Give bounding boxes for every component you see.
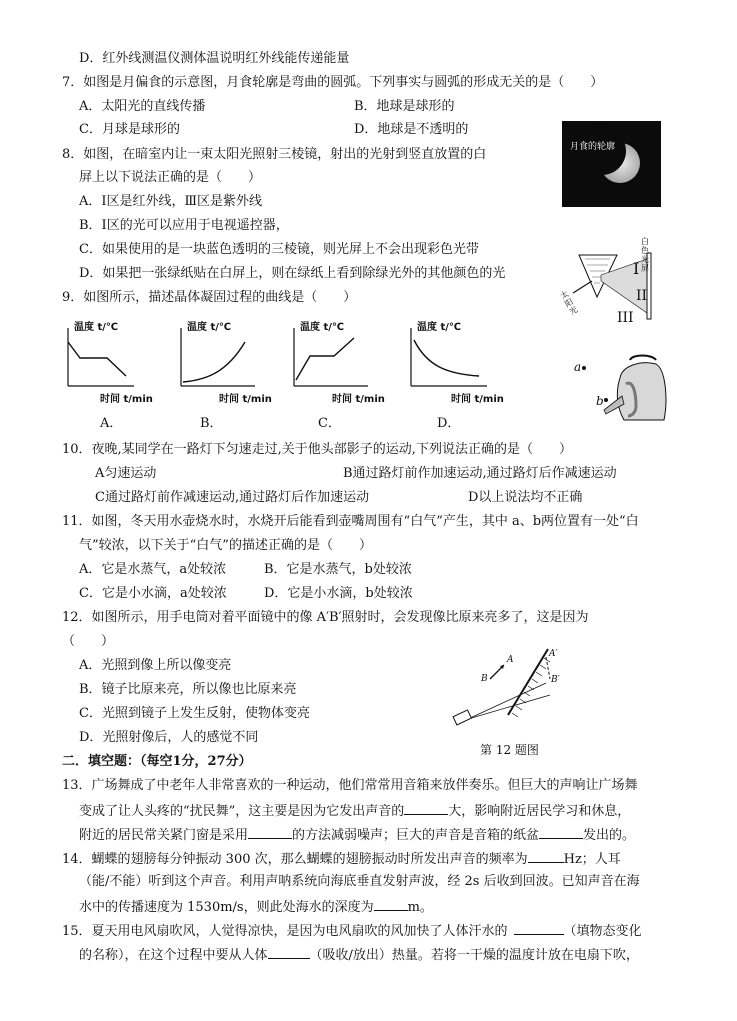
q15-line1-text: 15．夏天用电风扇吹风，人觉得凉快，是因为电风扇吹的风加快了人体汗水的 — [62, 924, 508, 939]
q15-line2-tail: （吸收/放出）热量。若将一干燥的温度计放在电扇下吹， — [309, 948, 639, 963]
graph-b-x-label: 时间 t/min — [219, 394, 272, 405]
graph-c-curve — [296, 338, 354, 380]
q12-stem-line1: 12．如图所示，用手电筒对着平面镜中的像 A′B′照射时，会发现像比原来亮多了，这是因为 — [62, 610, 589, 625]
lunar-eclipse-figure — [562, 121, 661, 207]
mirror-diagram — [450, 643, 580, 738]
region-i-label: I — [633, 259, 640, 278]
point-a-label: a — [574, 360, 582, 374]
q8-option-d: D．如果把一张绿纸贴在白屏上，则在绿纸上看到除绿光外的其他颜色的光 — [79, 266, 506, 281]
graph-d — [405, 318, 510, 408]
graph-b-curve — [183, 342, 245, 382]
q11-option-d: D．它是小水滴，b处较浓 — [264, 586, 413, 601]
q13-line2 — [79, 801, 630, 821]
kettle-figure — [570, 350, 670, 425]
q14-line1-tail: Hz；人耳 — [563, 852, 621, 867]
q7-stem: 7．如图是月偏食的示意图，月食轮廓是弯曲的圆弧。下列事实与圆弧的形成无关的是（ ） — [62, 75, 604, 90]
mirror-figure — [450, 643, 580, 738]
q13-blank-2[interactable] — [248, 825, 292, 839]
q15-line2 — [79, 945, 639, 965]
q13-blank-3[interactable] — [539, 825, 583, 839]
graph-d-y-label: 温度 t/℃ — [417, 322, 462, 333]
q9-option-a: A． — [100, 416, 123, 431]
q15-line2-text: 的名称），在这个过程中要从人体 — [79, 948, 268, 963]
q11-option-c: C．它是小水滴，a处较浓 — [79, 586, 227, 601]
q8-option-c: C．如果使用的是一块蓝色透明的三棱镜，则光屏上不会出现彩色光带 — [79, 242, 479, 257]
q15-blank-2[interactable] — [268, 945, 310, 959]
q12-option-c: C．光照到镜子上发生反射，使物体变亮 — [79, 706, 310, 721]
region-iii-label: III — [617, 310, 634, 326]
q10-stem: 10．夜晚,某同学在一路灯下匀速走过,关于他头部影子的运动,下列说法正确的是（ ） — [62, 442, 572, 457]
q11-stem-line2: 气”较浓，以下关于“白气”的描述正确的是（ ） — [79, 538, 372, 553]
q8-option-b: B．Ⅰ区的光可以应用于电视遥控器， — [79, 218, 289, 233]
graph-a-x-label: 时间 t/min — [100, 394, 153, 405]
q15-line1-tail: （填物态变化 — [563, 924, 642, 939]
lunar-eclipse-label: 月食的轮廓 — [570, 142, 616, 152]
graph-c-y-label: 温度 t/℃ — [300, 322, 345, 333]
label-A-prime: A′ — [549, 649, 558, 659]
region-ii-label: II — [636, 288, 648, 304]
point-b-dot — [604, 398, 608, 402]
q14-blank-1[interactable] — [528, 849, 564, 863]
q7-option-a: A．太阳光的直线传播 — [79, 99, 206, 114]
q7-option-b: B．地球是球形的 — [354, 99, 455, 114]
q14-line1-text: 14．蝴蝶的翅膀每分钟振动 300 次，那么蝴蝶的翅膀振动时所发出声音的频率为 — [62, 852, 528, 867]
q8-stem-line1: 8．如图，在暗室内让一束太阳光照射三棱镜，射出的光射到竖直放置的白 — [62, 147, 487, 162]
label-B-prime: B′ — [551, 675, 560, 685]
q12-option-a: A．光照到像上所以像变亮 — [79, 658, 232, 673]
graph-a-y-label: 温度 t/℃ — [74, 322, 119, 333]
graph-d-curve — [414, 340, 479, 376]
q14-line2: （能/不能）听到这个声音。利用声呐系统向海底垂直发射声波，经 2s 后收到回波。已知声音在海 — [79, 874, 640, 889]
lunar-eclipse-image — [562, 121, 661, 207]
q10-option-d: D以上说法均不正确 — [468, 490, 583, 505]
q12-stem-line2: （ ） — [62, 634, 115, 649]
kettle-handle — [630, 356, 656, 361]
kettle-diagram — [570, 350, 670, 425]
graph-d-x-label: 时间 t/min — [451, 394, 504, 405]
q9-option-d: D． — [437, 416, 461, 431]
q10-option-c: C通过路灯前作减速运动,通过路灯后作加速运动 — [95, 490, 370, 505]
point-b-label: b — [596, 394, 604, 408]
flashlight — [453, 710, 471, 725]
graph-c — [288, 318, 388, 408]
q14-line3-tail: m。 — [407, 900, 433, 915]
prism-figure — [558, 235, 665, 330]
q13-line3-tail: 发出的。 — [583, 828, 636, 843]
q10-option-a: A匀速运动 — [95, 466, 157, 481]
q14-blank-2[interactable] — [374, 897, 408, 911]
label-B: B — [481, 674, 488, 684]
q14-line3 — [79, 897, 433, 917]
q13-line1: 13．广场舞成了中老年人非常喜欢的一种运动，他们常常用音箱来放伴奏乐。但巨大的声响让广场舞 — [62, 778, 638, 793]
point-a-dot — [582, 366, 586, 370]
flashlight-beam-1 — [468, 683, 546, 719]
q11-option-b: B．它是水蒸气，b处较浓 — [264, 562, 412, 577]
graph-c-x-label: 时间 t/min — [332, 394, 385, 405]
q15-blank-1[interactable] — [514, 921, 564, 935]
graph-a-curve — [68, 342, 126, 376]
q7-option-c: C．月球是球形的 — [79, 122, 180, 137]
q13-blank-1[interactable] — [404, 801, 448, 815]
q14-line1 — [62, 849, 621, 869]
q6-option-d: D．红外线测温仪测体温说明红外线能传递能量 — [79, 51, 350, 66]
graph-a — [62, 318, 162, 408]
q7-option-d: D．地球是不透明的 — [354, 122, 469, 137]
q13-line2-text: 变成了让人头疼的“扰民舞”，这主要是因为它发出声音的 — [79, 804, 405, 819]
label-A: A — [507, 655, 514, 665]
q13-line3-text: 附近的居民常关紧门窗是采用 — [79, 828, 249, 843]
q15-line1 — [62, 921, 642, 941]
sunlight-ray — [573, 281, 592, 293]
kettle-body — [617, 363, 666, 420]
graph-b — [175, 318, 275, 408]
q13-line3-mid: 的方法减弱噪声；巨大的声音是音箱的纸盆 — [292, 828, 540, 843]
q14-line3-text: 水中的传播速度为 1530m/s，则此处海水的深度为 — [79, 900, 374, 915]
q11-stem-line1: 11．如图，冬天用水壶烧水时，水烧开后能看到壶嘴周围有“白气”产生，其中 a、b两位置有一处“白 — [62, 514, 639, 529]
plane-mirror — [508, 649, 548, 715]
screen-label: 白色光屏 — [641, 237, 649, 273]
q9-stem: 9．如图所示，描述晶体凝固过程的曲线是（ ） — [62, 290, 357, 305]
section-2-title: 二．填空题：（每空1分，27分） — [62, 754, 252, 769]
graph-b-y-label: 温度 t/℃ — [187, 322, 232, 333]
q10-option-b: B通过路灯前作加速运动,通过路灯后作减速运动 — [343, 466, 617, 481]
q8-option-a: A．Ⅰ区是红外线，Ⅲ区是紫外线 — [79, 194, 263, 209]
q12-option-b: B．镜子比原来亮，所以像也比原来亮 — [79, 682, 297, 697]
flashlight-beam-2 — [468, 695, 550, 719]
q13-line3 — [79, 825, 635, 845]
q12-figure-caption: 第 12 题图 — [480, 743, 539, 757]
q9-option-c: C． — [318, 416, 341, 431]
q13-line2-tail: 大，影响附近居民学习和休息， — [448, 804, 631, 819]
sunlight-label: 太阳光 — [558, 289, 580, 317]
q12-option-d: D．光照射像后，人的感觉不同 — [79, 730, 259, 745]
q11-option-a: A．它是水蒸气，a处较浓 — [79, 562, 227, 577]
q8-stem-line2: 屏上以下说法正确的是（ ） — [79, 170, 262, 185]
q9-option-b: B． — [200, 416, 223, 431]
